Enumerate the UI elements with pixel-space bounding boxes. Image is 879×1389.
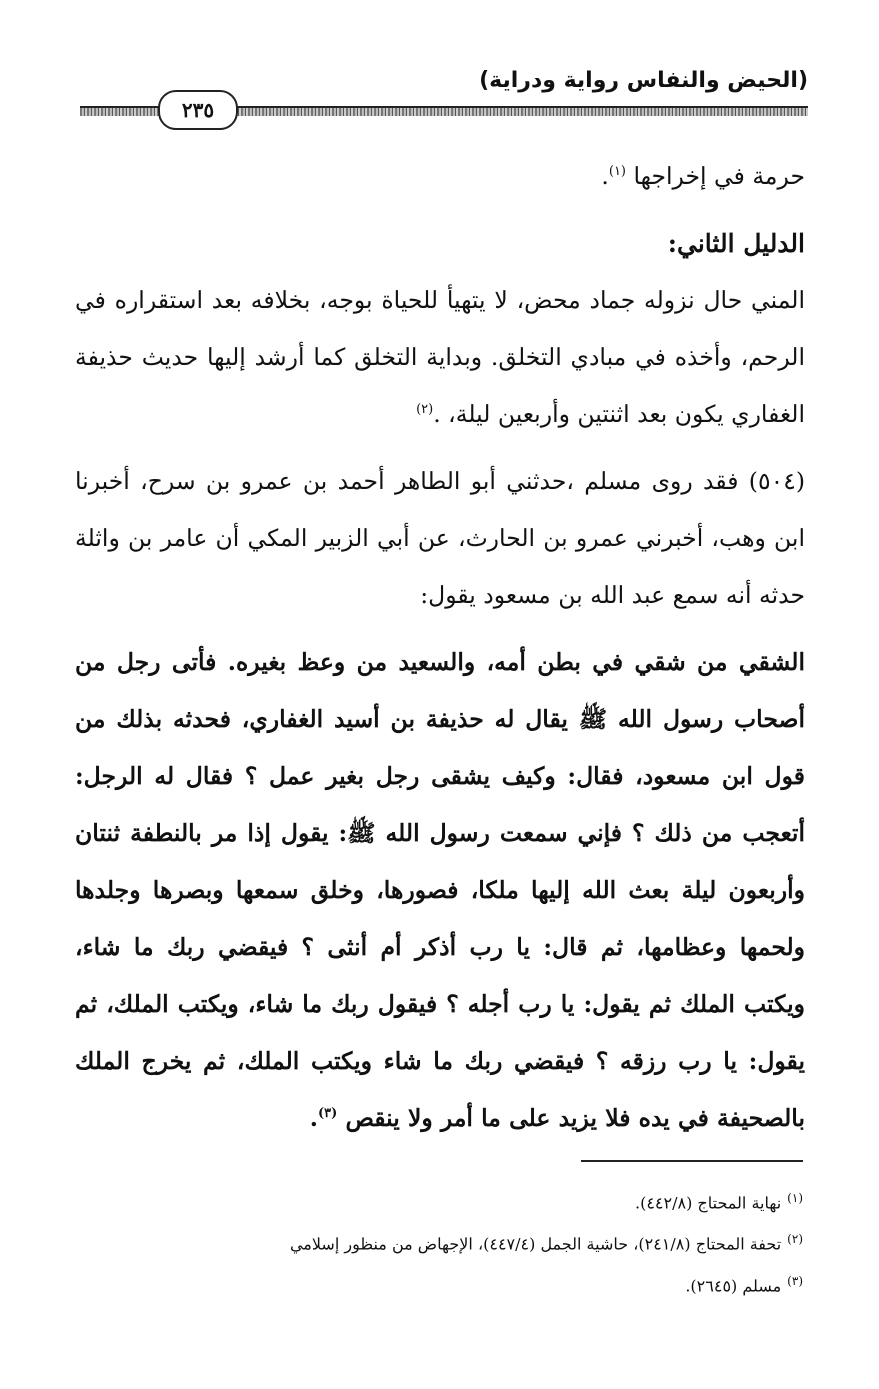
hadith-body: الشقي من شقي في بطن أمه، والسعيد من وعظ بغيره. فأتى رجل من أصحاب رسول الله ﷺ يقال له حذيفة بن أسيد الغفاري، فحدثه بذلك من قول ابن مسعود، فقال: وكيف يشقى رجل بغير عمل ؟ فقال له الرجل: أتعجب من ذلك ؟ فإني سمعت رسول الله ﷺ: يقول إذا مر بالنطفة ثنتان وأربعون ليلة بعث الله إليها ملكا، فصورها، وخلق سمعها وبصرها وجلدها ولحمها وعظامها، ثم قال: يا رب أذكر أم أنثى ؟ فيقضي ربك ما شاء، ويكتب الملك ثم يقول: يا رب أجله ؟ فيقول ربك ما شاء، ويكتب الملك، ثم يقول: يا رب رزقه ؟ فيقضي ربك ما شاء ويكتب الملك، ثم يخرج الملك بالصحيفة في يده فلا يزيد على ما أمر ولا ينقص — [75, 648, 805, 1132]
paragraph-argument: المني حال نزوله جماد محض، لا يتهيأ للحياة بوجه، بخلافه بعد استقراره في الرحم، وأخذه في مبادي التخلق. وبداية التخلق كما أرشد إليها حديث حذيفة الغفاري يكون بعد اثنتين وأربعين ليلة، .$^{(٢)}$ — [75, 286, 805, 428]
running-title: (الحيض والنفاس رواية ودراية) — [479, 68, 808, 93]
paragraph-text: المني حال نزوله جماد محض، لا يتهيأ للحياة بوجه، بخلافه بعد استقراره في الرحم، وأخذه في مبادي التخلق. وبداية التخلق كما أرشد إليها حديث حذيفة الغفاري يكون بعد اثنتين وأربعين ليلة، — [75, 286, 805, 428]
footnote-text: تحفة المحتاج (٢٤١/٨)، حاشية الجمل (٤٤٧/٤)، الإجهاض من منظور إسلامي — [289, 1234, 782, 1254]
footnotes — [73, 1180, 803, 1304]
footnote-item — [73, 1180, 803, 1221]
footnote-text: مسلم (٢٦٤٥). — [685, 1275, 782, 1295]
page-number: ٢٣٥ — [158, 90, 238, 130]
spacer — [75, 624, 805, 634]
page-header — [80, 58, 808, 128]
spacer — [75, 443, 805, 453]
footnote-ref: (٣) — [317, 1106, 338, 1122]
hadith-text: الشقي من شقي في بطن أمه، والسعيد من وعظ بغيره. فأتى رجل من أصحاب رسول الله ﷺ يقال له حذيفة بن أسيد الغفاري، فحدثه بذلك من قول ابن مسعود، فقال: وكيف يشقى رجل بغير عمل ؟ فقال له الرجل: أتعجب من ذلك ؟ فإني سمعت رسول الله ﷺ: يقول إذا مر بالنطفة ثنتان وأربعون ليلة بعث الله إليها ملكا، فصورها، وخلق سمعها وبصرها وجلدها ولحمها وعظامها، ثم قال: يا رب أذكر أم أنثى ؟ فيقضي ربك ما شاء، ويكتب الملك ثم يقول: يا رب أجله ؟ فيقول ربك ما شاء، ويكتب الملك، ثم يقول: يا رب رزقه ؟ فيقضي ربك ما شاء ويكتب الملك، ثم يخرج الملك بالصحيفة في يده فلا يزيد على ما أمر ولا ينقص $^{(٣)}$. — [75, 648, 805, 1132]
footnote-item — [73, 1263, 803, 1304]
footnote-mark: (٢) — [787, 1232, 803, 1247]
footnote-text: نهاية المحتاج (٤٤٢/٨). — [635, 1193, 782, 1213]
section-heading: الدليل الثاني: — [667, 229, 805, 258]
footnote-item — [73, 1221, 803, 1262]
spacer — [75, 205, 805, 215]
footnote-mark: (١) — [787, 1191, 803, 1205]
paragraph-continuation: حرمة في إخراجها $^{(١)}$. — [601, 162, 805, 190]
footnote-ref: (١) — [608, 164, 626, 180]
footnote-mark: (٣) — [787, 1273, 803, 1288]
footnote-ref: (٢) — [416, 402, 434, 418]
paragraph-isnad: (٥٠٤) فقد روى مسلم ،حدثني أبو الطاهر أحمد بن عمرو بن سرح، أخبرنا ابن وهب، أخبرني عمرو بن الحارث، عن أبي الزبير المكي أن عامر بن واثلة حدثه أنه سمع عبد الله بن مسعود يقول: — [75, 467, 805, 609]
main-text — [75, 148, 805, 1147]
footnote-separator — [581, 1160, 803, 1162]
paragraph-text: حرمة في إخراجها — [633, 162, 805, 190]
